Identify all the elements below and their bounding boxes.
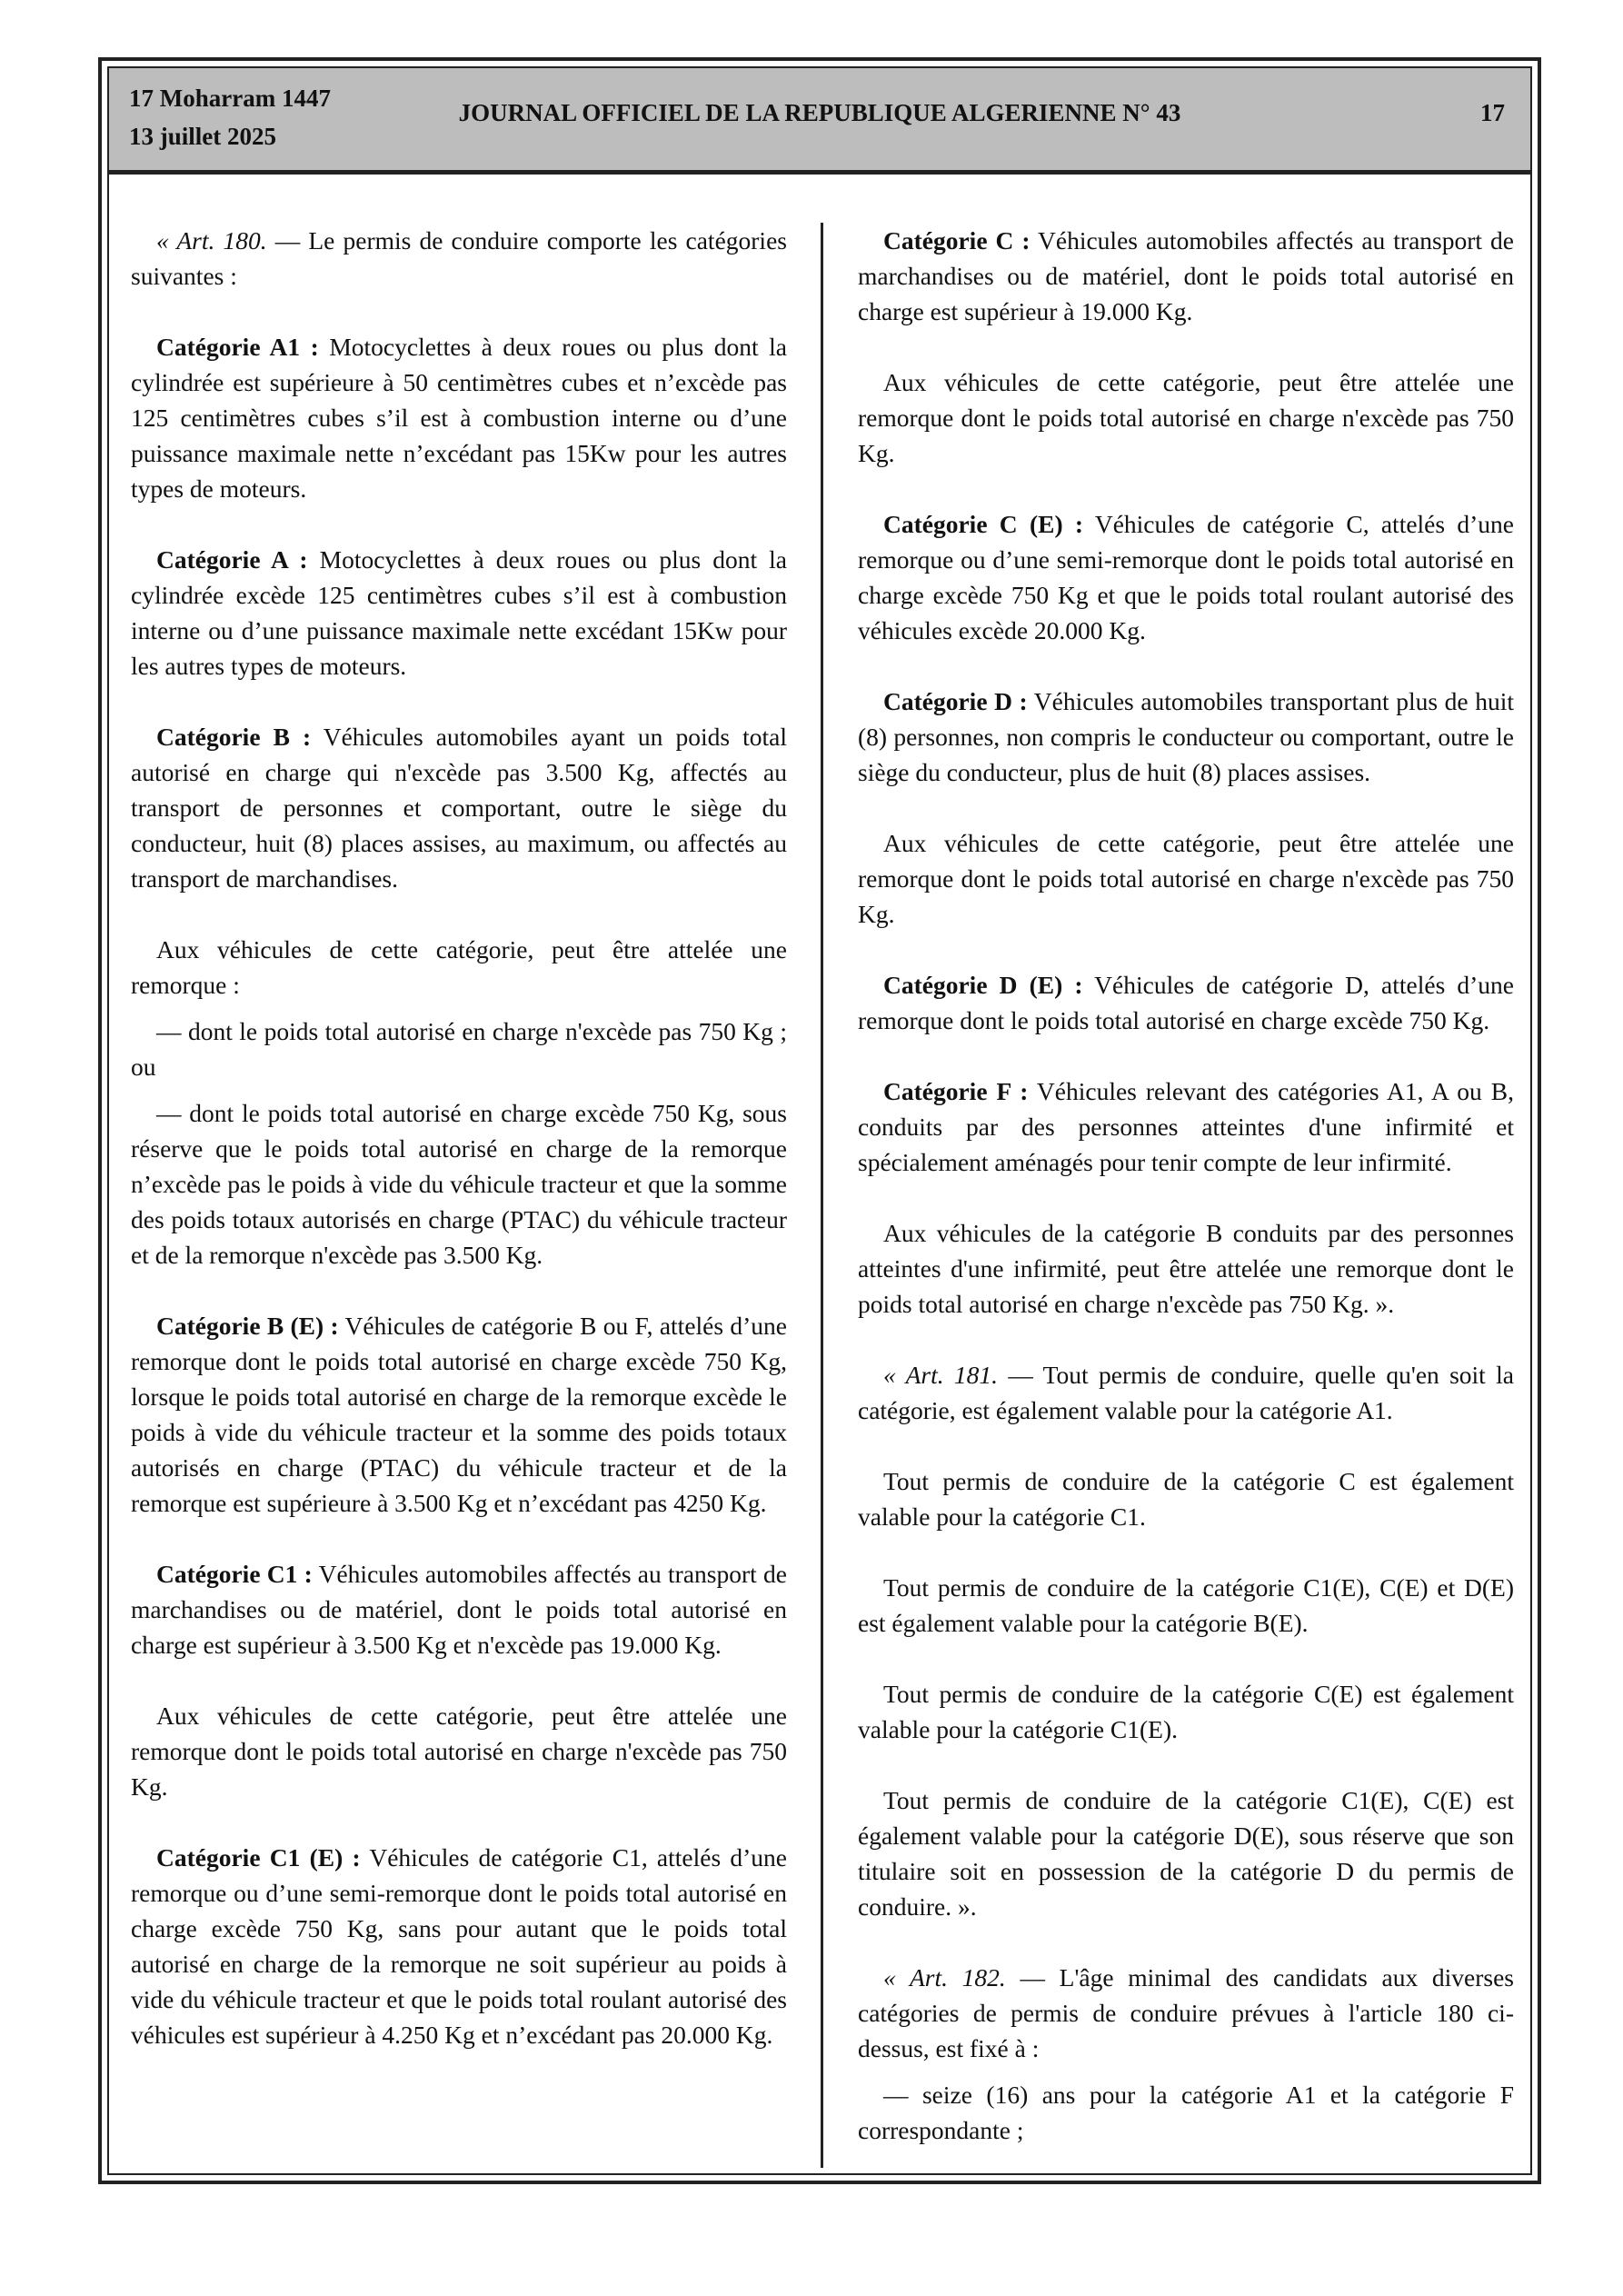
- paragraph-text: — dont le poids total autorisé en charge excède 750 Kg, sous réserve que le poids total autorisé en charge de la remorque n’excède pas le poids à vide du véhicule tracteur et que la somme des poids totaux autorisés en charge (PTAC) du véhicule tracteur et de la remorque n'excède pas 3.500 Kg.: [131, 1099, 787, 1269]
- paragraph-text: — dont le poids total autorisé en charge n'excède pas 750 Kg ; ou: [131, 1017, 787, 1081]
- paragraph-text: Véhicules automobiles affectés au transport de marchandises ou de matériel, dont le poids total autorisé en charge est supérieur à 3.500 Kg et n'excède pas 19.000 Kg.: [131, 1560, 787, 1659]
- paragraph-text: — Tout permis de conduire, quelle qu'en soit la catégorie, est également valable pour la catégorie A1.: [858, 1361, 1514, 1424]
- paragraph: [131, 1095, 787, 1273]
- column-divider: [821, 223, 823, 2168]
- paragraph: [131, 719, 787, 896]
- left-column: [131, 223, 787, 2088]
- paragraph: [858, 1463, 1514, 1534]
- right-column: [858, 223, 1514, 2183]
- paragraph-text: Véhicules de catégorie C1, attelés d’une remorque ou d’une semi-remorque dont le poids total autorisé en charge excède 750 Kg, sans pour autant que le poids total autorisé en charge de la remorque ne soit supérieur au poids à vide du véhicule tracteur et que le poids total roulant autorisé des véhicules est supérieur à 4.250 Kg et n’excédant pas 20.000 Kg.: [131, 1843, 787, 2049]
- paragraph-text: — seize (16) ans pour la catégorie A1 et la catégorie F correspondante ;: [858, 2081, 1514, 2144]
- category-label: Catégorie D (E) :: [883, 971, 1083, 999]
- paragraph-text: Véhicules automobiles ayant un poids total autorisé en charge qui n'excède pas 3.500 Kg, affectés au transport de personnes et comportant, outre le siège du conducteur, huit (8) places assises, au maximum, ou affectés au transport de marchandises.: [131, 723, 787, 893]
- category-label: Catégorie A :: [156, 545, 308, 574]
- category-label: Catégorie C :: [883, 226, 1031, 255]
- paragraph-text: Aux véhicules de la catégorie B conduits par des personnes atteintes d'une infirmité, peut être attelée une remorque dont le poids total autorisé en charge n'excède pas 750 Kg. ».: [858, 1219, 1514, 1318]
- page-number: 17: [1480, 99, 1505, 126]
- article-number: « Art. 181.: [883, 1361, 999, 1389]
- paragraph: [131, 1013, 787, 1084]
- paragraph-text: Tout permis de conduire de la catégorie C est également valable pour la catégorie C1.: [858, 1467, 1514, 1531]
- paragraph: [131, 932, 787, 1003]
- paragraph: [858, 825, 1514, 932]
- paragraph: [858, 1676, 1514, 1747]
- paragraph: [131, 1308, 787, 1521]
- paragraph: [858, 1570, 1514, 1641]
- page-frame: [98, 57, 1541, 2184]
- paragraph: [858, 1215, 1514, 1322]
- paragraph-text: Véhicules de catégorie B ou F, attelés d’une remorque dont le poids total autorisé en charge excède 750 Kg, lorsque le poids total autorisé en charge de la remorque excède le poids à vide du véhicule tracteur et la somme des poids totaux autorisés en charge (PTAC) du véhicule tracteur et de la remorque est supérieure à 3.500 Kg et n’excédant pas 4250 Kg.: [131, 1312, 788, 1517]
- category-label: Catégorie C1 (E) :: [156, 1843, 361, 1872]
- paragraph-text: Véhicules automobiles transportant plus de huit (8) personnes, non compris le conducteur ou comportant, outre le siège du conducteur, plus de huit (8) places assises.: [858, 687, 1514, 786]
- paragraph-text: — L'âge minimal des candidats aux diverses catégories de permis de conduire prévues à l'article 180 ci-dessus, est fixé à :: [858, 1963, 1514, 2062]
- page-inner-frame: [107, 66, 1532, 2175]
- paragraph: [858, 2077, 1514, 2148]
- paragraph: [858, 967, 1514, 1038]
- paragraph-text: Tout permis de conduire de la catégorie C1(E), C(E) est également valable pour la catégorie D(E), sous réserve que son titulaire soit en possession de la catégorie D du permis de conduire. ».: [858, 1786, 1514, 1921]
- paragraph: [131, 223, 787, 294]
- paragraph-text: Véhicules de catégorie D, attelés d’une remorque dont le poids total autorisé en charge excède 750 Kg.: [858, 971, 1514, 1034]
- paragraph-text: — Le permis de conduire comporte les catégories suivantes :: [131, 226, 787, 290]
- paragraph-text: Tout permis de conduire de la catégorie C1(E), C(E) et D(E) est également valable pour la catégorie B(E).: [858, 1573, 1514, 1637]
- journal-header: [109, 68, 1530, 175]
- paragraph-text: Véhicules de catégorie C, attelés d’une remorque ou d’une semi-remorque dont le poids total autorisé en charge excède 750 Kg et que le poids total roulant autorisé des véhicules excède 20.000 Kg.: [858, 510, 1514, 644]
- category-label: Catégorie F :: [883, 1077, 1029, 1105]
- paragraph-text: Aux véhicules de cette catégorie, peut être attelée une remorque :: [131, 935, 787, 999]
- category-label: Catégorie C (E) :: [883, 510, 1084, 538]
- category-label: Catégorie A1 :: [156, 333, 319, 361]
- category-label: Catégorie D :: [883, 687, 1028, 715]
- paragraph: [858, 1960, 1514, 2066]
- paragraph: [131, 542, 787, 684]
- paragraph: [858, 684, 1514, 790]
- gregorian-date: 13 juillet 2025: [129, 123, 276, 150]
- paragraph-text: Motocyclettes à deux roues ou plus dont la cylindrée est supérieure à 50 centimètres cubes et n’excède pas 125 centimètres cubes s’il est à combustion interne ou d’une puissance maximale nette n’excédant pas 15Kw pour les autres types de moteurs.: [131, 333, 787, 503]
- paragraph-text: Tout permis de conduire de la catégorie C(E) est également valable pour la catégorie C1(E).: [858, 1680, 1514, 1743]
- category-label: Catégorie C1 :: [156, 1560, 313, 1588]
- paragraph: [131, 1698, 787, 1804]
- paragraph: [131, 1556, 787, 1662]
- article-number: « Art. 182.: [883, 1963, 1006, 1992]
- paragraph-text: Aux véhicules de cette catégorie, peut être attelée une remorque dont le poids total autorisé en charge n'excède pas 750 Kg.: [858, 829, 1514, 928]
- category-label: Catégorie B :: [156, 723, 312, 751]
- article-number: « Art. 180.: [156, 226, 267, 255]
- paragraph-text: Motocyclettes à deux roues ou plus dont la cylindrée excède 125 centimètres cubes s’il est à combustion interne ou d’une puissance maximale nette excédant 15Kw pour les autres types de moteurs.: [131, 545, 787, 680]
- paragraph: [858, 506, 1514, 648]
- paragraph: [858, 1357, 1514, 1428]
- paragraph: [131, 329, 787, 506]
- paragraph: [858, 364, 1514, 471]
- paragraph-text: Véhicules automobiles affectés au transport de marchandises ou de matériel, dont le poids total autorisé en charge est supérieur à 19.000 Kg.: [858, 226, 1514, 325]
- paragraph: [858, 1073, 1514, 1180]
- paragraph: [858, 223, 1514, 329]
- category-label: Catégorie B (E) :: [156, 1312, 339, 1340]
- paragraph-text: Véhicules relevant des catégories A1, A ou B, conduits par des personnes atteintes d'une infirmité et spécialement aménagés pour tenir compte de leur infirmité.: [858, 1077, 1514, 1176]
- paragraph-text: Aux véhicules de cette catégorie, peut être attelée une remorque dont le poids total autorisé en charge n'excède pas 750 Kg.: [131, 1702, 787, 1801]
- paragraph-text: Aux véhicules de cette catégorie, peut être attelée une remorque dont le poids total autorisé en charge n'excède pas 750 Kg.: [858, 368, 1514, 467]
- paragraph: [131, 1840, 787, 2052]
- hijri-date: 17 Moharram 1447: [129, 85, 331, 112]
- journal-title: JOURNAL OFFICIEL DE LA REPUBLIQUE ALGERIENNE N° 43: [458, 99, 1181, 126]
- paragraph: [858, 1782, 1514, 1924]
